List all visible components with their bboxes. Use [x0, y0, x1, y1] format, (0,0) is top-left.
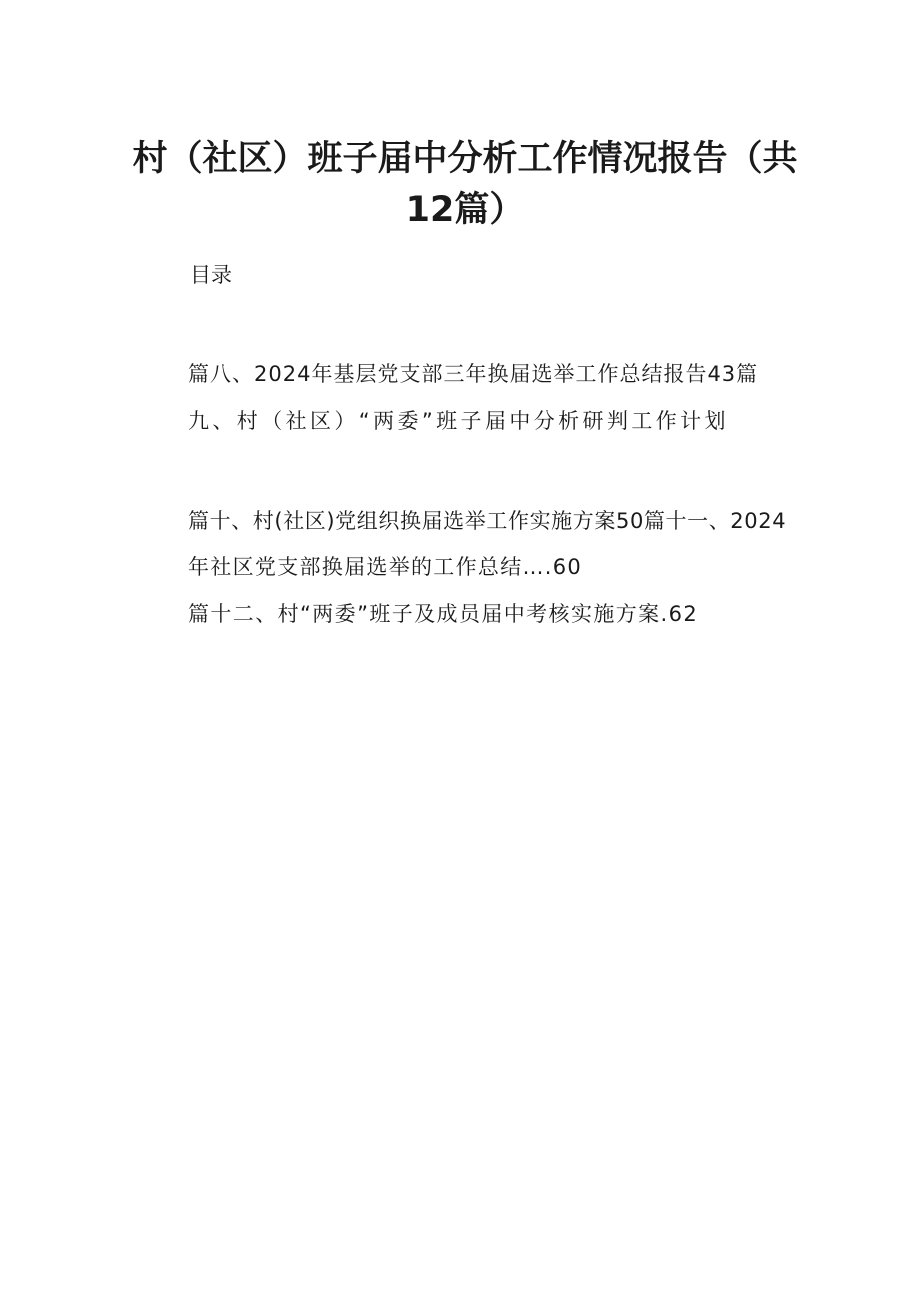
toc-line: 篇八、2024年基层党支部三年换届选举工作总结报告43篇 — [188, 362, 759, 386]
document-title: 村（社区）班子届中分析工作情况报告（共12篇） — [132, 139, 798, 230]
toc-line: 篇十、村(社区)党组织换届选举工作实施方案50篇十一、2024 — [188, 509, 787, 533]
toc-line: 九、村（社区）“两委”班子届中分析研判工作计划 — [188, 409, 729, 433]
toc-line: 年社区党支部换届选举的工作总结….60 — [188, 555, 583, 579]
toc-line: 篇十二、村“两委”班子及成员届中考核实施方案.62 — [188, 602, 699, 626]
toc-heading: 目录 — [190, 263, 232, 287]
